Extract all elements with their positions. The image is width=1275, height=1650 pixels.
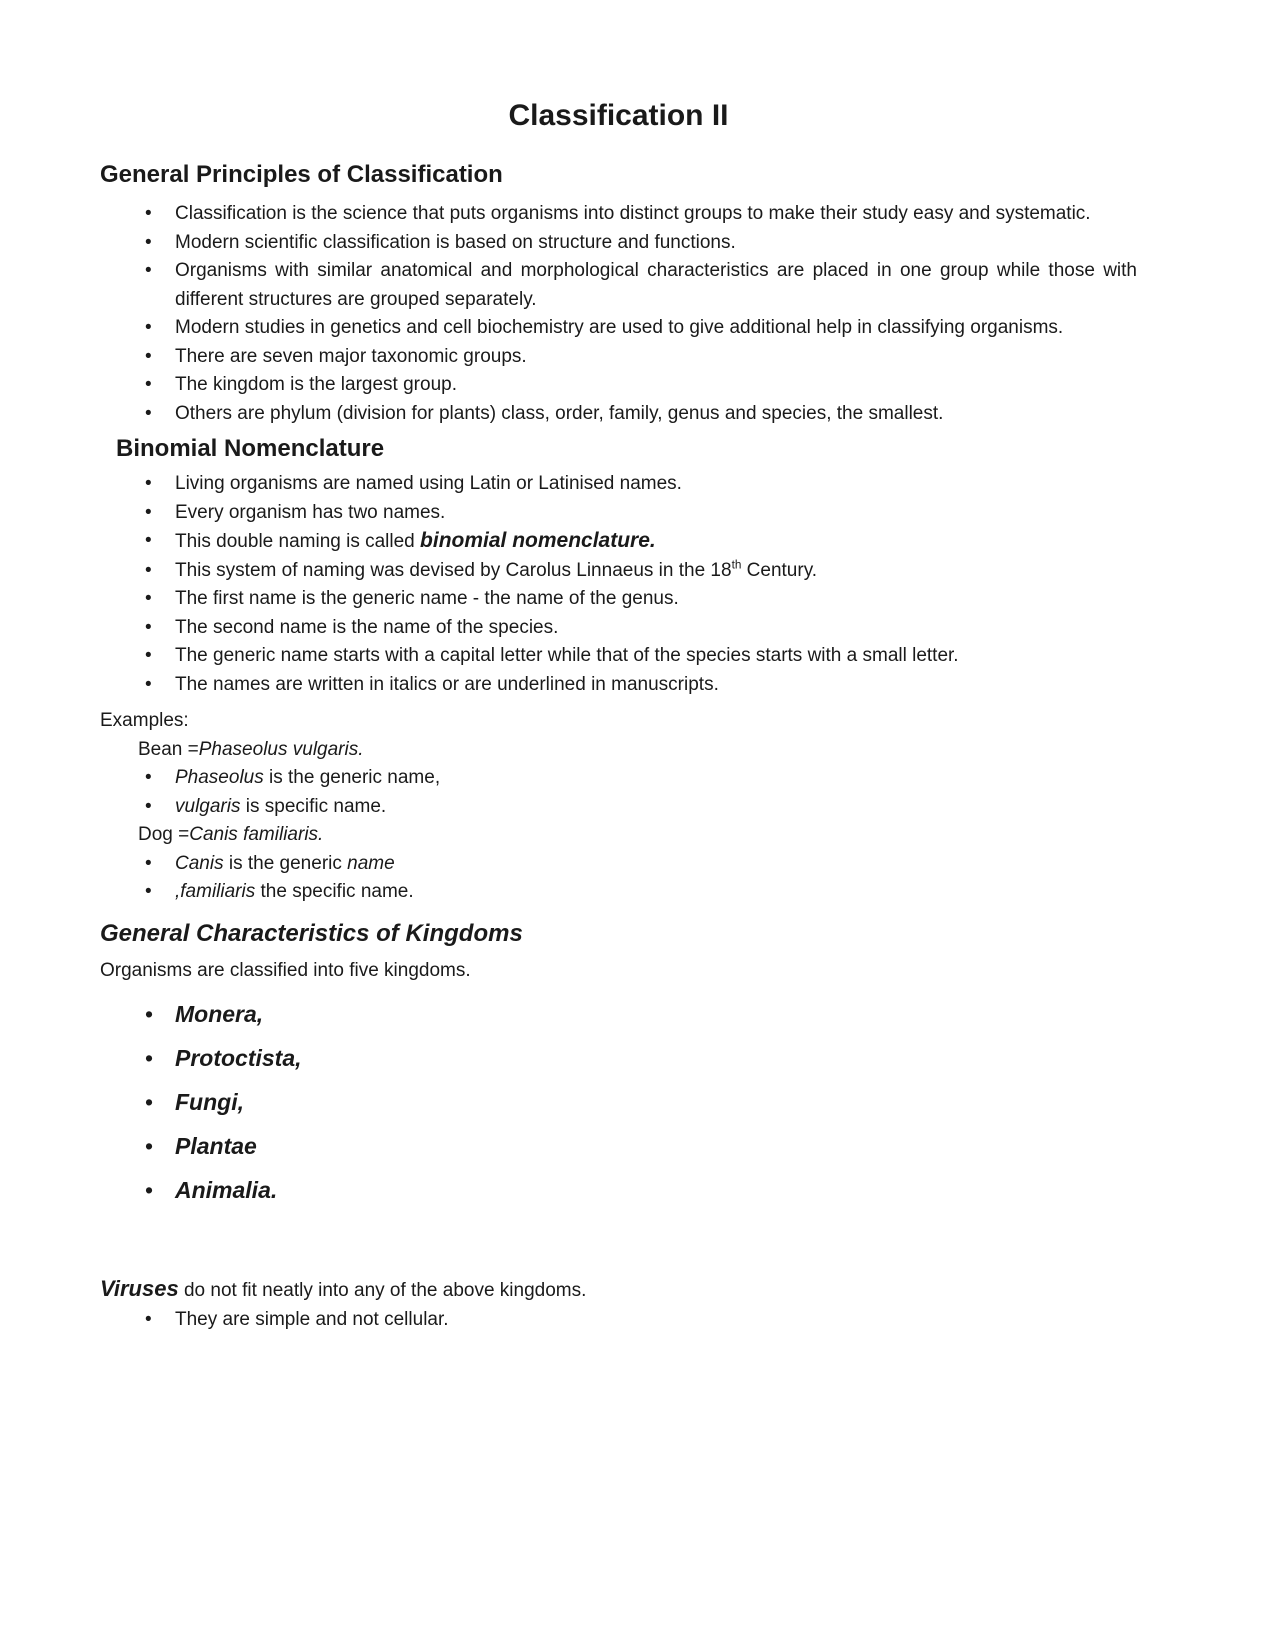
list-item	[100, 614, 1137, 643]
bullet-icon	[145, 470, 175, 499]
bullet-icon	[145, 371, 175, 400]
bullet-icon	[145, 400, 175, 429]
bullet-icon	[145, 200, 175, 229]
bullet-icon	[145, 614, 175, 643]
list-item-text: The kingdom is the largest group.	[175, 374, 457, 395]
kingdom-item	[100, 1043, 1137, 1073]
dog-example-list	[100, 850, 1137, 907]
bullet-icon	[145, 1131, 175, 1161]
general-principles-list	[100, 200, 1137, 428]
list-item	[100, 793, 1137, 822]
list-item	[100, 229, 1137, 258]
list-item-text: The second name is the name of the species.	[175, 616, 559, 638]
bullet-icon	[145, 1043, 175, 1073]
kingdom-name: Protoctista,	[175, 1045, 302, 1071]
heading-general-principles: General Principles of Classification	[100, 161, 503, 188]
kingdom-item	[100, 1131, 1137, 1161]
bullet-icon	[145, 229, 175, 258]
list-item-text: Living organisms are named using Latin or Latinised names.	[175, 473, 682, 494]
heading-binomial-nomenclature: Binomial Nomenclature	[116, 435, 385, 462]
list-item-text: This double naming is called binomial nomenclature.	[175, 529, 656, 552]
viruses-list	[100, 1306, 1137, 1335]
heading-kingdom-characteristics: General Characteristics of Kingdoms	[100, 919, 523, 947]
kingdom-item	[100, 999, 1137, 1029]
list-item-text: Organisms with similar anatomical and morphological characteristics are placed in one group while those with different structures are grouped separately.	[175, 260, 1137, 310]
bullet-icon	[145, 642, 175, 671]
example-dog-line: Dog =Canis familiaris.	[138, 824, 324, 845]
bullet-icon	[145, 1087, 175, 1117]
kingdom-item	[100, 1087, 1137, 1117]
list-item	[100, 642, 1137, 671]
list-item-text: There are seven major taxonomic groups.	[175, 345, 527, 367]
list-item	[100, 1306, 1137, 1335]
bullet-icon	[145, 343, 175, 372]
kingdom-name: Animalia.	[175, 1177, 278, 1203]
list-item-text: Others are phylum (division for plants) class, order, family, genus and species, the smallest.	[175, 402, 944, 424]
list-item-text: Canis is the generic name	[175, 852, 395, 874]
kingdom-item	[100, 1175, 1137, 1205]
bullet-icon	[145, 878, 175, 907]
bullet-icon	[145, 793, 175, 822]
list-item-text: The first name is the generic name - the name of the genus.	[175, 588, 679, 609]
bean-example-list	[100, 764, 1137, 821]
bullet-icon	[145, 1175, 175, 1205]
kingdoms-intro: Organisms are classified into five kingdoms.	[100, 959, 471, 981]
list-item-text: Every organism has two names.	[175, 501, 446, 523]
list-item	[100, 257, 1137, 314]
kingdom-name: Monera,	[175, 1001, 264, 1027]
bullet-icon	[145, 257, 175, 314]
list-item-text: They are simple and not cellular.	[175, 1308, 449, 1330]
kingdoms-list	[100, 999, 1137, 1205]
bullet-icon	[145, 499, 175, 528]
list-item	[100, 499, 1137, 528]
binomial-nomenclature-list	[100, 470, 1137, 699]
kingdom-name: Plantae	[175, 1133, 257, 1159]
list-item	[100, 470, 1137, 499]
list-item-text: The generic name starts with a capital letter while that of the species starts with a small letter.	[175, 645, 959, 666]
list-item-text: Modern studies in genetics and cell biochemistry are used to give additional help in classifying organisms.	[175, 317, 1064, 338]
bullet-icon	[145, 1306, 175, 1335]
list-item	[100, 585, 1137, 614]
page-title: Classification II	[508, 99, 729, 132]
list-item-text: ,familiaris the specific name.	[175, 881, 414, 902]
bullet-icon	[145, 527, 175, 557]
section-kingdoms	[100, 919, 1137, 1206]
list-item-text: Modern scientific classification is based on structure and functions.	[175, 231, 736, 253]
list-item	[100, 671, 1137, 700]
list-item	[100, 878, 1137, 907]
bullet-icon	[145, 557, 175, 586]
list-item	[100, 557, 1137, 586]
list-item	[100, 764, 1137, 793]
bullet-icon	[145, 850, 175, 879]
section-viruses	[100, 1275, 1137, 1334]
list-item-text: Classification is the science that puts organisms into distinct groups to make their study easy and systematic.	[175, 203, 1091, 224]
viruses-lead-line: Viruses do not fit neatly into any of the above kingdoms.	[100, 1276, 587, 1301]
list-item-text: Phaseolus is the generic name,	[175, 767, 441, 788]
section-general-principles	[100, 160, 1137, 428]
list-item	[100, 371, 1137, 400]
examples-label: Examples:	[100, 710, 189, 731]
list-item-text: This system of naming was devised by Carolus Linnaeus in the 18th Century.	[175, 558, 818, 581]
kingdom-name: Fungi,	[175, 1089, 244, 1115]
list-item	[100, 400, 1137, 429]
list-item	[100, 850, 1137, 879]
bullet-icon	[145, 585, 175, 614]
list-item	[100, 527, 1137, 557]
section-examples	[100, 707, 1137, 907]
example-bean-line: Bean =Phaseolus vulgaris.	[138, 738, 364, 760]
list-item-text: The names are written in italics or are underlined in manuscripts.	[175, 673, 719, 695]
list-item-text: vulgaris is specific name.	[175, 795, 387, 817]
list-item	[100, 200, 1137, 229]
section-binomial-nomenclature	[100, 434, 1137, 699]
bullet-icon	[145, 671, 175, 700]
list-item	[100, 343, 1137, 372]
bullet-icon	[145, 999, 175, 1029]
list-item	[100, 314, 1137, 343]
bullet-icon	[145, 764, 175, 793]
bullet-icon	[145, 314, 175, 343]
